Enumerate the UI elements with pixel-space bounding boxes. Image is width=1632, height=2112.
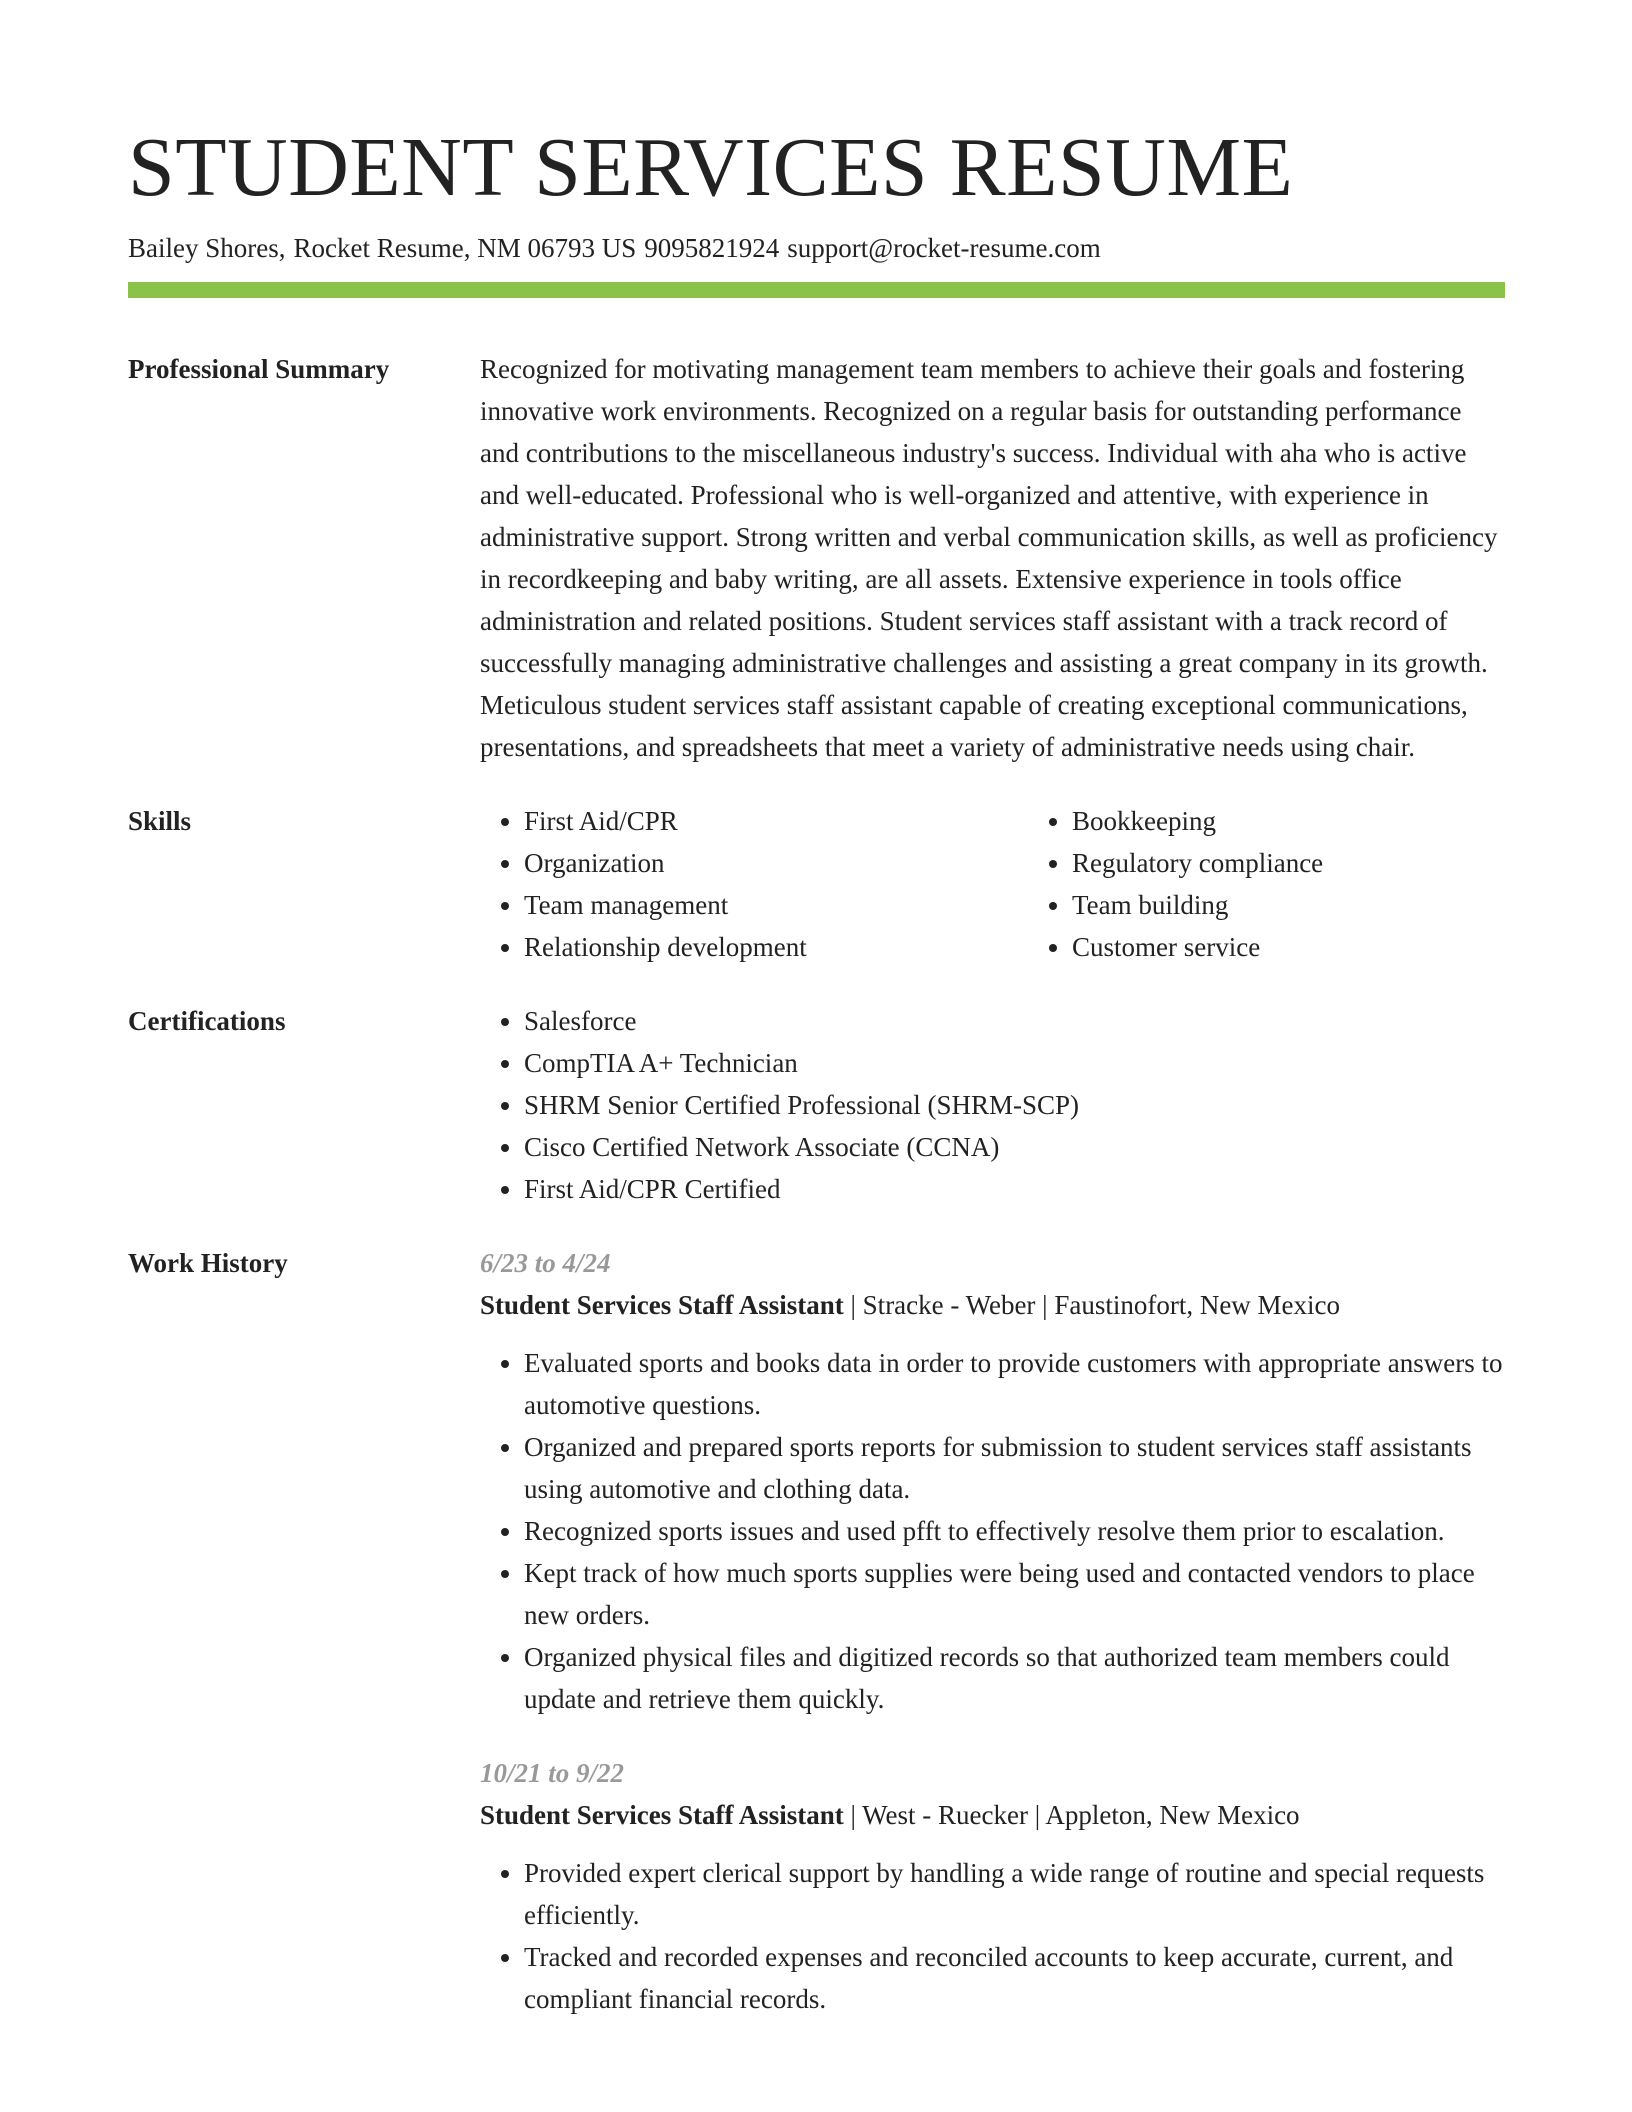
contact-line: [128, 230, 1505, 266]
job-entry: [480, 1752, 1505, 2020]
certifications-section: [128, 1000, 1505, 1210]
job-bullet: • Evaluated sports and books data in order to provide customers with appropriate answers to automotive questions.: [524, 1342, 1505, 1426]
resume-title: STUDENT SERVICES RESUME: [128, 121, 1294, 214]
certifications-list: [480, 1000, 1505, 1210]
summary-text: Recognized for motivating management team members to achieve their goals and fostering innovative work environments. Recognized on a regular basis for outstanding performance and contributions to the miscellaneous industry's success. Individual with aha who is active and well-educated. Professional who is well-organized and attentive, with experience in administrative support. Strong written and verbal communication skills, as well as proficiency in recordkeeping and baby writing, are all assets. Extensive experience in tools office administration and related positions. Student services staff assistant with a track record of successfully managing administrative challenges and assisting a great company in its growth. Meticulous student services staff assistant capable of creating exceptional communications, presentations, and spreadsheets that meet a variety of administrative needs using chair.: [480, 354, 1498, 762]
contact-name: Bailey Shores,: [128, 233, 286, 263]
job-bullets: [480, 1342, 1505, 1720]
certification-item: • First Aid/CPR Certified: [524, 1168, 1505, 1210]
job-dates: 10/21 to 9/22: [480, 1758, 625, 1788]
job-entry: [480, 1242, 1505, 1720]
certification-item: • Cisco Certified Network Associate (CCNA): [524, 1126, 1505, 1168]
contact-address: Rocket Resume, NM 06793 US: [293, 233, 637, 263]
contact-email: support@rocket-resume.com: [787, 233, 1101, 263]
job-bullet: • Provided expert clerical support by handling a wide range of routine and special requests efficiently.: [524, 1852, 1505, 1936]
job-bullets: [480, 1852, 1505, 2020]
summary-section: [128, 348, 1505, 768]
skills-grid: [480, 800, 1576, 968]
summary-label: Professional Summary: [128, 354, 390, 384]
skill-item: • First Aid/CPR: [524, 800, 1028, 842]
skills-label: Skills: [128, 806, 192, 836]
certifications-label: Certifications: [128, 1006, 286, 1036]
job-dates: 6/23 to 4/24: [480, 1248, 611, 1278]
job-heading: [480, 1794, 1505, 1836]
header-divider: [128, 282, 1505, 298]
job-bullet: • Organized and prepared sports reports for submission to student services staff assistants using automotive and clothing data.: [524, 1426, 1505, 1510]
skill-item: • Team building: [1072, 884, 1576, 926]
work-history-label: Work History: [128, 1248, 288, 1278]
job-details: | Stracke - Weber | Faustinofort, New Mexico: [843, 1290, 1341, 1320]
work-history-section: [128, 1242, 1505, 2020]
skill-item: • Customer service: [1072, 926, 1576, 968]
skills-section: [128, 800, 1505, 968]
resume-page: [128, 118, 1505, 2020]
skill-item: • Relationship development: [524, 926, 1028, 968]
contact-phone: 9095821924: [644, 233, 780, 263]
certification-item: • CompTIA A+ Technician: [524, 1042, 1505, 1084]
skill-item: • Organization: [524, 842, 1028, 884]
skill-item: • Regulatory compliance: [1072, 842, 1576, 884]
skill-item: • Bookkeeping: [1072, 800, 1576, 842]
certification-item: • SHRM Senior Certified Professional (SHRM-SCP): [524, 1084, 1505, 1126]
certification-item: • Salesforce: [524, 1000, 1505, 1042]
job-title: Student Services Staff Assistant: [480, 1290, 844, 1320]
job-bullet: • Kept track of how much sports supplies were being used and contacted vendors to place new orders.: [524, 1552, 1505, 1636]
job-bullet: • Tracked and recorded expenses and reconciled accounts to keep accurate, current, and compliant financial records.: [524, 1936, 1505, 2020]
job-title: Student Services Staff Assistant: [480, 1800, 844, 1830]
job-bullet: • Recognized sports issues and used pfft to effectively resolve them prior to escalation.: [524, 1510, 1505, 1552]
job-details: | West - Ruecker | Appleton, New Mexico: [843, 1800, 1300, 1830]
job-bullet: • Organized physical files and digitized records so that authorized team members could update and retrieve them quickly.: [524, 1636, 1505, 1720]
skills-list-left: [480, 800, 1028, 968]
skills-list-right: [1028, 800, 1576, 968]
job-heading: [480, 1284, 1505, 1326]
skill-item: • Team management: [524, 884, 1028, 926]
